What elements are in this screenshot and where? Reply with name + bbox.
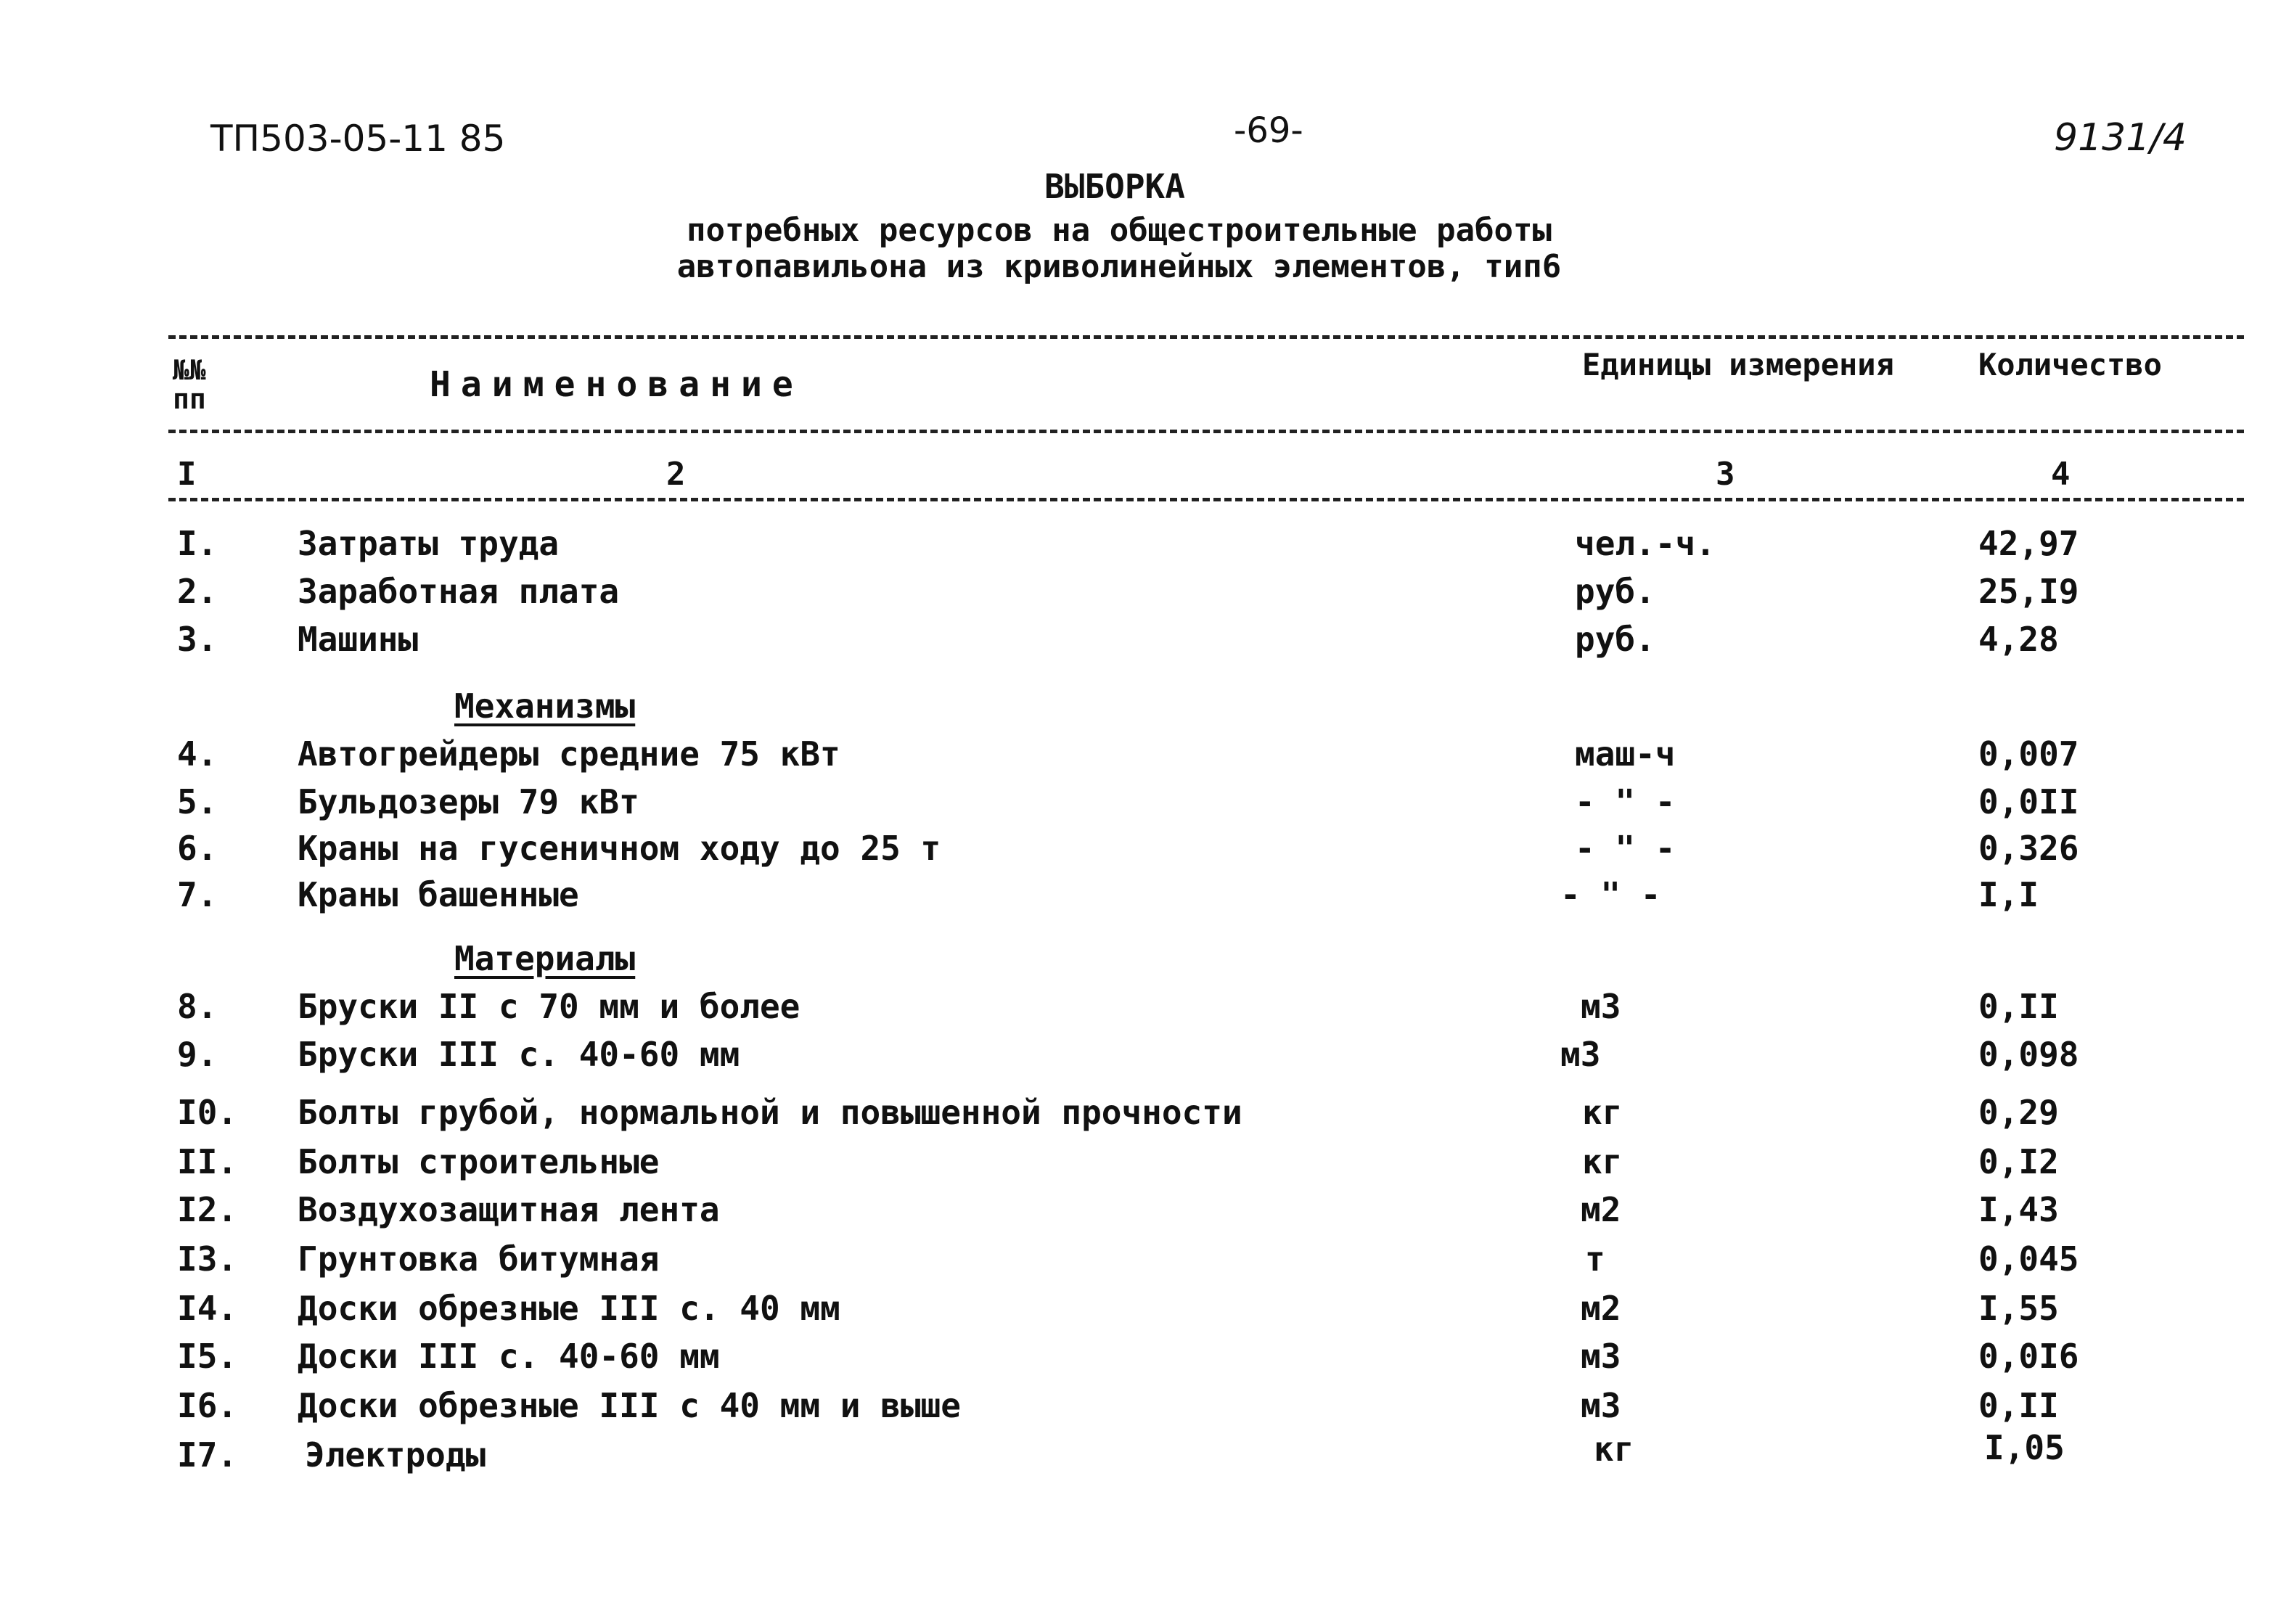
row-name: Бульдозеры 79 кВт: [298, 782, 639, 821]
table-top-rule: [168, 335, 2244, 339]
row-number: I.: [177, 524, 218, 563]
table-row: [0, 620, 2281, 663]
row-quantity: 42,97: [1978, 524, 2079, 563]
page-number: -69-: [1234, 110, 1303, 151]
row-name: Болты грубой, нормальной и повышенной прочности: [298, 1093, 1242, 1132]
row-quantity: I,I: [1978, 875, 2039, 914]
table-row: [0, 1190, 2281, 1234]
row-number: I4.: [177, 1289, 238, 1328]
row-name: Автогрейдеры средние 75 кВт: [298, 734, 840, 774]
table-row: [0, 782, 2281, 826]
row-unit: чел.-ч.: [1575, 524, 1716, 563]
table-row: [0, 829, 2281, 872]
row-unit: м3: [1581, 1386, 1621, 1425]
row-name: Бруски III с. 40-60 мм: [298, 1035, 740, 1074]
row-name: Доски обрезные III с 40 мм и выше: [298, 1386, 961, 1425]
row-name: Машины: [298, 620, 419, 659]
row-unit: кг: [1582, 1093, 1623, 1132]
row-quantity: 0,098: [1978, 1035, 2079, 1074]
row-number: I7.: [177, 1435, 238, 1475]
table-row: [0, 734, 2281, 778]
table-row: [0, 1239, 2281, 1283]
row-name: Заработная плата: [298, 572, 620, 611]
row-unit: м2: [1581, 1190, 1621, 1229]
row-name: Затраты труда: [298, 524, 560, 563]
row-number: I3.: [177, 1239, 238, 1279]
column-header-name: Наименование: [430, 364, 803, 405]
table-row: [0, 875, 2281, 919]
row-name: Краны башенные: [298, 875, 579, 914]
row-number: 4.: [177, 734, 218, 774]
row-unit: руб.: [1575, 620, 1655, 659]
section-heading-mechanisms: Механизмы: [454, 686, 636, 726]
row-quantity: 0,0I6: [1978, 1337, 2079, 1376]
row-unit: м3: [1560, 1035, 1601, 1074]
row-unit: т: [1585, 1239, 1605, 1279]
section-heading-materials: Материалы: [454, 939, 636, 978]
row-unit: кг: [1582, 1142, 1623, 1181]
row-quantity: 0,29: [1978, 1093, 2059, 1132]
table-row: [0, 1337, 2281, 1380]
row-name: Бруски II с 70 мм и более: [298, 987, 800, 1026]
row-unit: - " -: [1575, 829, 1676, 868]
row-name: Электроды: [305, 1435, 486, 1475]
row-number: 3.: [177, 620, 218, 659]
row-quantity: 25,I9: [1978, 572, 2079, 611]
row-unit: м3: [1581, 1337, 1621, 1376]
document-subtitle-line1: потребных ресурсов на общестроительные работы: [686, 212, 1552, 249]
document-subtitle-line2: автопавильона из криволинейных элементов, тип6: [676, 248, 1562, 285]
column-number-4: 4: [2051, 456, 2071, 493]
row-quantity: 0,I2: [1978, 1142, 2059, 1181]
column-header-number: №№ пп: [173, 354, 206, 415]
column-number-3: 3: [1716, 456, 1735, 493]
row-number: I2.: [177, 1190, 238, 1229]
table-row: [0, 1386, 2281, 1430]
row-unit: кг: [1594, 1430, 1634, 1469]
row-name: Грунтовка битумная: [298, 1239, 660, 1279]
document-code: ТП503-05-11 85: [210, 118, 506, 160]
table-row: [0, 1142, 2281, 1186]
row-number: 8.: [177, 987, 218, 1026]
row-quantity: 0,007: [1978, 734, 2079, 774]
table-row: [0, 1428, 2281, 1479]
sheet-code: 9131/4: [2054, 116, 2187, 160]
row-number: I0.: [177, 1093, 238, 1132]
row-number: I5.: [177, 1337, 238, 1376]
row-number: 5.: [177, 782, 218, 821]
row-quantity: 0,0II: [1978, 782, 2079, 821]
column-number-1: I: [177, 456, 197, 493]
table-row: [0, 1035, 2281, 1078]
row-quantity: 4,28: [1978, 620, 2059, 659]
row-number: II.: [177, 1142, 238, 1181]
column-header-unit: Единицы измерения: [1582, 347, 1894, 382]
row-name: Воздухозащитная лента: [298, 1190, 720, 1229]
row-name: Болты строительные: [298, 1142, 660, 1181]
row-quantity: 0,II: [1978, 987, 2059, 1026]
row-quantity: I,05: [1984, 1428, 2065, 1467]
row-quantity: 0,326: [1978, 829, 2079, 868]
row-quantity: I,43: [1978, 1190, 2059, 1229]
row-unit: - " -: [1575, 782, 1676, 821]
table-row: [0, 572, 2281, 615]
row-name: Доски III с. 40-60 мм: [298, 1337, 720, 1376]
row-number: 2.: [177, 572, 218, 611]
row-unit: м3: [1581, 987, 1621, 1026]
row-unit: маш-ч: [1575, 734, 1676, 774]
row-name: Доски обрезные III с. 40 мм: [298, 1289, 840, 1328]
column-header-quantity: Количество: [1978, 347, 2162, 382]
row-quantity: I,55: [1978, 1289, 2059, 1328]
table-row: [0, 1093, 2281, 1136]
table-row: [0, 524, 2281, 567]
row-name: Краны на гусеничном ходу до 25 т: [298, 829, 941, 868]
row-number: 7.: [177, 875, 218, 914]
table-row: [0, 1289, 2281, 1332]
document-title: ВЫБОРКА: [1044, 167, 1185, 206]
row-quantity: 0,045: [1978, 1239, 2079, 1279]
table-header-rule: [168, 430, 2244, 433]
row-unit: м2: [1581, 1289, 1621, 1328]
row-quantity: 0,II: [1978, 1386, 2059, 1425]
column-number-2: 2: [666, 456, 686, 493]
row-number: 6.: [177, 829, 218, 868]
row-number: 9.: [177, 1035, 218, 1074]
row-unit: руб.: [1575, 572, 1655, 611]
row-unit: - " -: [1560, 875, 1661, 914]
row-number: I6.: [177, 1386, 238, 1425]
column-numbers-rule: [168, 498, 2244, 501]
table-row: [0, 987, 2281, 1030]
